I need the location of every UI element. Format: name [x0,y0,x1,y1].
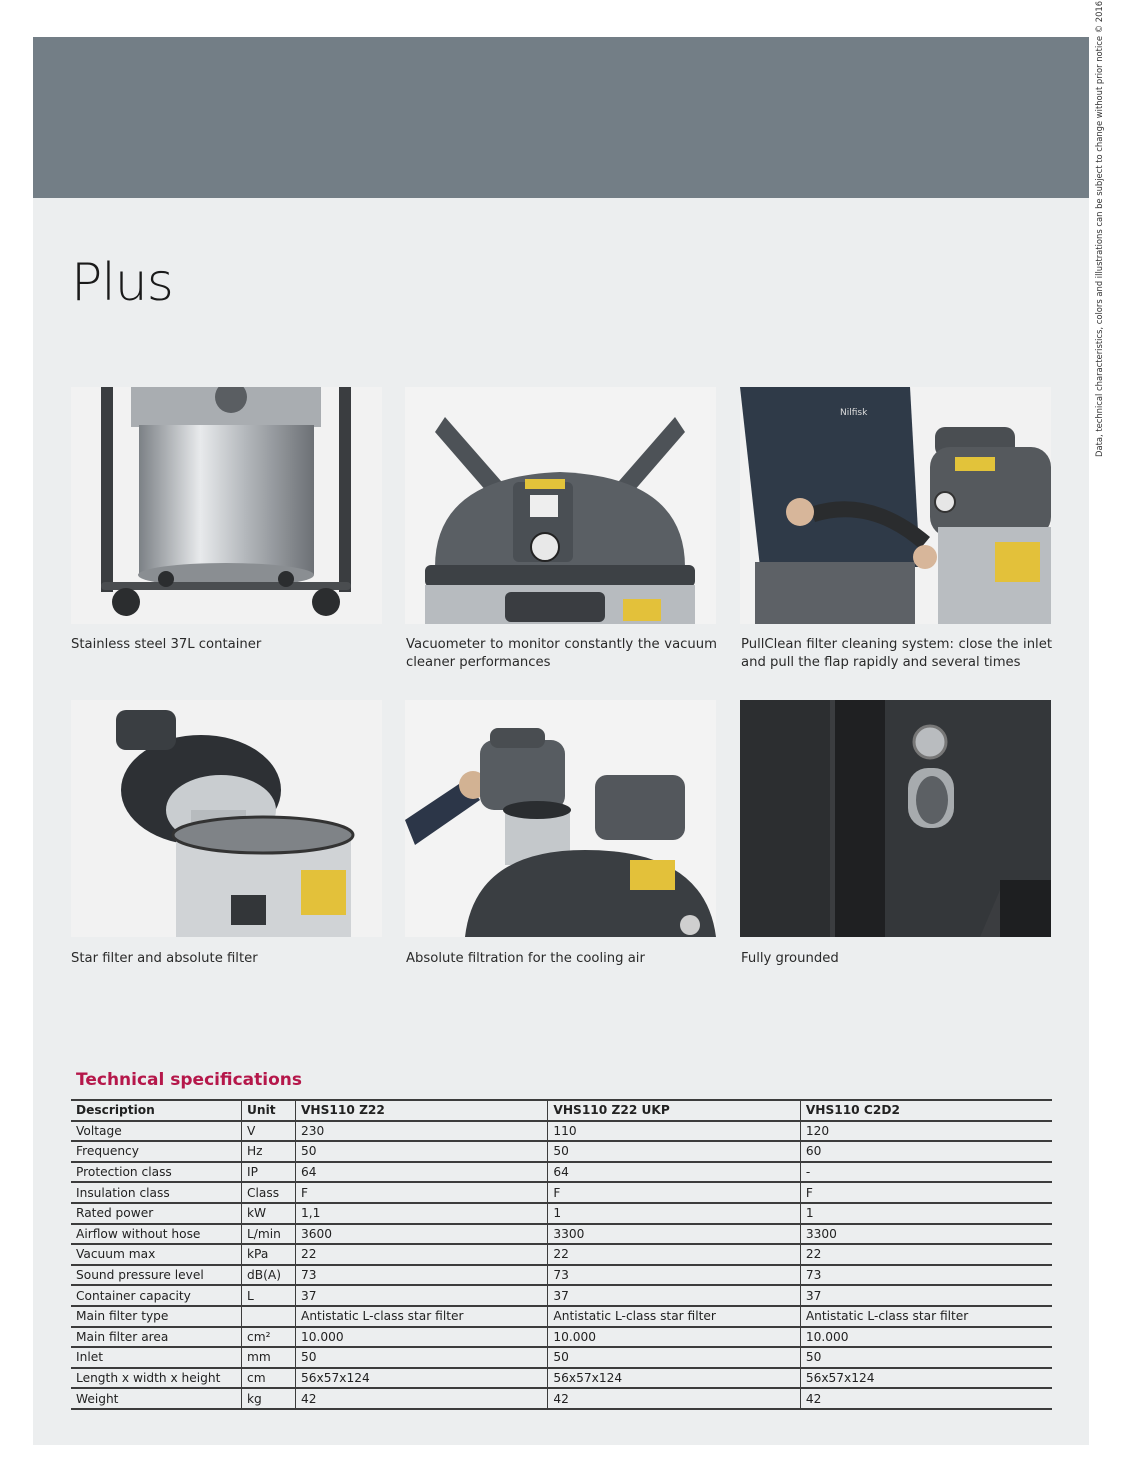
table-cell: 73 [548,1265,800,1286]
table-cell: Frequency [71,1141,242,1162]
caption-stainless-container: Stainless steel 37L container [71,637,262,652]
table-cell: Vacuum max [71,1244,242,1265]
table-cell: Rated power [71,1203,242,1224]
table-cell: L/min [242,1224,296,1245]
table-row [71,1182,1052,1203]
table-cell: 10.000 [296,1327,548,1348]
table-cell: 22 [296,1244,548,1265]
table-cell: 50 [296,1141,548,1162]
table-cell: Airflow without hose [71,1224,242,1245]
spec-table-header-row [71,1100,1052,1121]
table-cell: 3300 [548,1224,800,1245]
table-cell: 50 [296,1347,548,1368]
brand-logo: Nilfisk [840,408,868,418]
table-row [71,1388,1052,1409]
pullclean-illustration [740,387,1051,624]
table-row [71,1244,1052,1265]
table-cell: IP [242,1162,296,1183]
table-cell: 1 [800,1203,1052,1224]
table-cell: 73 [800,1265,1052,1286]
table-cell: Inlet [71,1347,242,1368]
table-cell: 73 [296,1265,548,1286]
page-title: Plus [71,253,173,313]
header-band [33,37,1089,198]
table-cell: 37 [296,1285,548,1306]
caption-pullclean: PullClean filter cleaning system: close the inlet and pull the flap rapidly and several times [741,637,1052,670]
table-cell: Antistatic L-class star filter [296,1306,548,1327]
table-cell: 22 [548,1244,800,1265]
table-cell: kg [242,1388,296,1409]
col-header-vhs110-z22-ukp: VHS110 Z22 UKP [548,1100,800,1121]
table-cell: Main filter type [71,1306,242,1327]
table-row [71,1224,1052,1245]
col-header-vhs110-z22: VHS110 Z22 [296,1100,548,1121]
table-cell: cm [242,1368,296,1389]
table-cell: Main filter area [71,1327,242,1348]
table-cell: F [296,1182,548,1203]
table-cell: 10.000 [548,1327,800,1348]
table-cell: 230 [296,1121,548,1142]
table-cell [242,1306,296,1327]
table-row [71,1327,1052,1348]
caption-star-filter: Star filter and absolute filter [71,951,258,966]
table-cell: kW [242,1203,296,1224]
table-cell: F [800,1182,1052,1203]
spec-section-title: Technical specifications [76,1070,302,1090]
table-row [71,1203,1052,1224]
table-cell: L [242,1285,296,1306]
table-cell: 42 [548,1388,800,1409]
table-cell: 3600 [296,1224,548,1245]
table-row [71,1121,1052,1142]
star-filter-illustration [71,700,382,937]
table-row [71,1285,1052,1306]
table-cell: 56x57x124 [548,1368,800,1389]
table-cell: Sound pressure level [71,1265,242,1286]
table-cell: mm [242,1347,296,1368]
caption-cooling-filter: Absolute filtration for the cooling air [406,951,645,966]
table-cell: 50 [800,1347,1052,1368]
grounded-illustration [740,700,1051,937]
caption-grounded: Fully grounded [741,951,839,966]
table-cell: Hz [242,1141,296,1162]
table-cell: 1 [548,1203,800,1224]
table-cell: 37 [800,1285,1052,1306]
col-header-vhs110-c2d2: VHS110 C2D2 [800,1100,1052,1121]
table-cell: Insulation class [71,1182,242,1203]
table-cell: 110 [548,1121,800,1142]
table-cell: kPa [242,1244,296,1265]
table-cell: Protection class [71,1162,242,1183]
table-cell: 56x57x124 [296,1368,548,1389]
photo-star-filter [71,700,382,937]
table-cell: 60 [800,1141,1052,1162]
table-row [71,1141,1052,1162]
container-illustration [71,387,382,624]
photo-vacuometer [405,387,716,624]
table-cell: 64 [296,1162,548,1183]
photo-stainless-container [71,387,382,624]
table-cell: 120 [800,1121,1052,1142]
table-cell: cm² [242,1327,296,1348]
table-cell: 64 [548,1162,800,1183]
table-cell: 56x57x124 [800,1368,1052,1389]
vacuometer-illustration [405,387,716,624]
table-cell: Antistatic L-class star filter [548,1306,800,1327]
table-cell: F [548,1182,800,1203]
table-cell: 42 [800,1388,1052,1409]
table-cell: Weight [71,1388,242,1409]
cooling-filter-illustration [405,700,716,937]
table-cell: V [242,1121,296,1142]
copyright-note: Data, technical characteristics, colors and illustrations can be subject to change without prior notice © 2016 [1094,0,1104,457]
table-row [71,1265,1052,1286]
photo-grounded [740,700,1051,937]
table-cell: Container capacity [71,1285,242,1306]
table-row [71,1162,1052,1183]
table-cell: - [800,1162,1052,1183]
table-cell: 3300 [800,1224,1052,1245]
table-cell: 50 [548,1141,800,1162]
table-row [71,1347,1052,1368]
table-cell: Class [242,1182,296,1203]
photo-pullclean [740,387,1051,624]
col-header-unit: Unit [242,1100,296,1121]
table-cell: 10.000 [800,1327,1052,1348]
table-cell: 50 [548,1347,800,1368]
table-cell: Length x width x height [71,1368,242,1389]
table-cell: 37 [548,1285,800,1306]
table-cell: Antistatic L-class star filter [800,1306,1052,1327]
table-cell: dB(A) [242,1265,296,1286]
photo-cooling-filter [405,700,716,937]
caption-vacuometer: Vacuometer to monitor constantly the vacuum cleaner performances [406,637,717,670]
table-cell: 22 [800,1244,1052,1265]
table-row [71,1368,1052,1389]
table-cell: 42 [296,1388,548,1409]
spec-table [71,1099,1052,1410]
col-header-description: Description [71,1100,242,1121]
table-cell: 1,1 [296,1203,548,1224]
table-row [71,1306,1052,1327]
table-cell: Voltage [71,1121,242,1142]
